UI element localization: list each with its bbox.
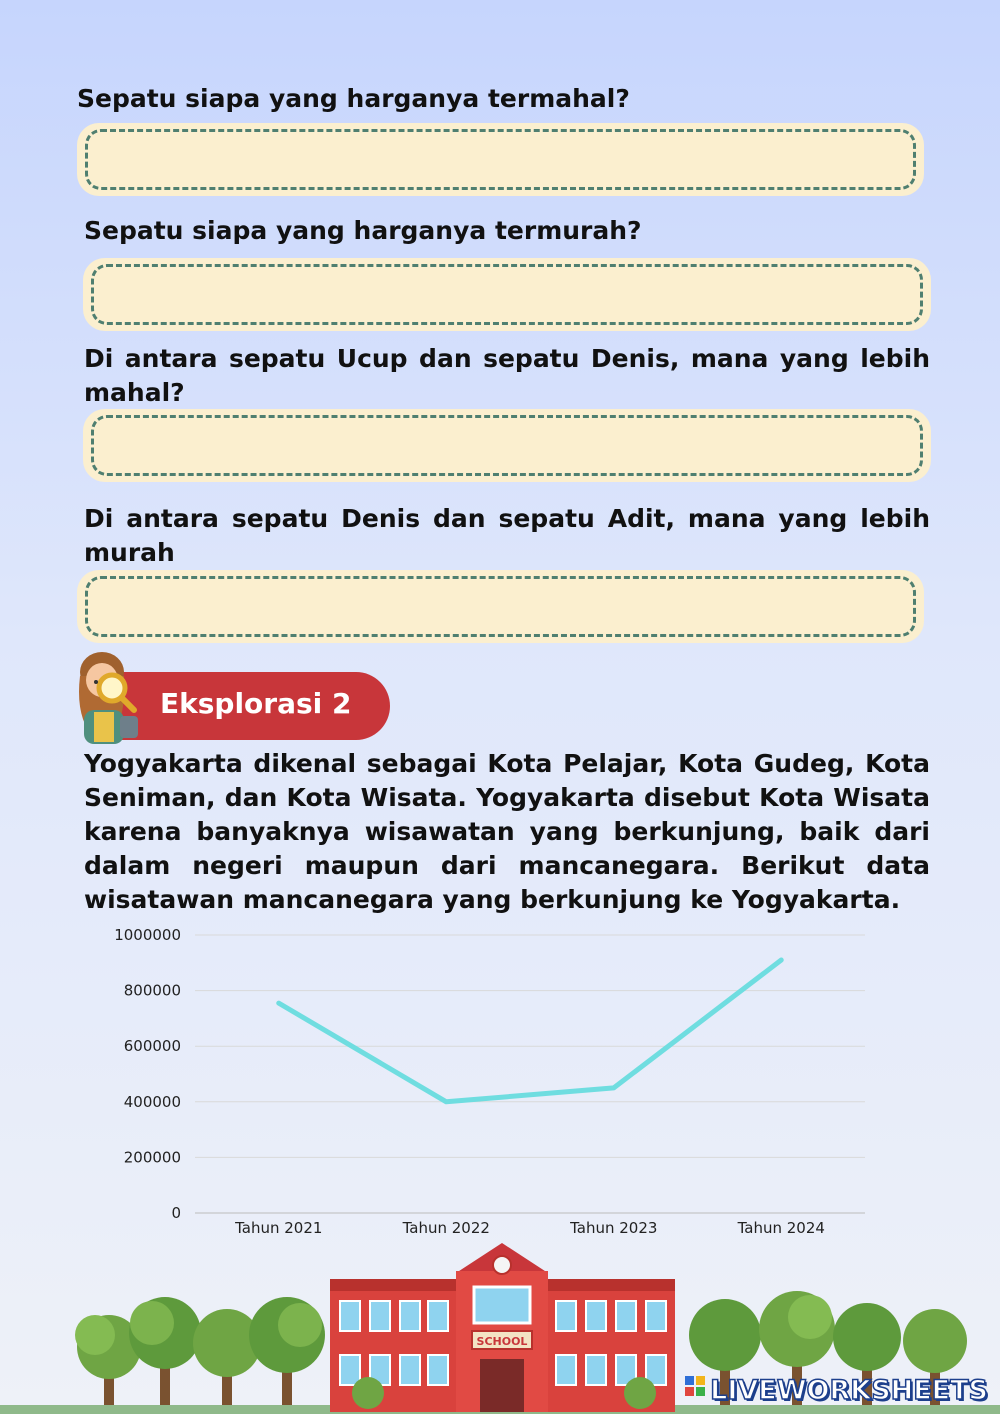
girl-magnifier-icon <box>68 650 152 746</box>
intro-paragraph: Yogyakarta dikenal sebagai Kota Pelajar, Kota Gudeg, Kota Seniman, dan Kota Wisata. Yogyakarta disebut Kota Wisata karena banyaknya wisawatan yang berkunjung, baik dari dalam negeri maupun dari mancanegara. Berikut data wisatawan mancanegara yang berkunjung ke Yogyakarta. <box>84 749 930 914</box>
question-4: Di antara sepatu Denis dan sepatu Adit, mana yang lebih murah <box>84 504 930 567</box>
school-sign: SCHOOL <box>476 1335 528 1348</box>
y-tick-label: 600000 <box>123 1037 181 1056</box>
tree-icon <box>193 1309 261 1405</box>
answer-input-1[interactable] <box>85 129 916 190</box>
liveworksheets-logo[interactable] <box>684 1372 988 1408</box>
y-tick-label: 200000 <box>123 1148 181 1167</box>
answer-input-3[interactable] <box>91 415 923 476</box>
logo-text: LIVEWORKSHEETS <box>710 1374 988 1406</box>
question-1: Sepatu siapa yang harganya termahal? <box>77 84 630 113</box>
answer-box-4 <box>77 570 924 643</box>
x-tick-label: Tahun 2023 <box>570 1219 658 1237</box>
section-title: Eksplorasi 2 <box>160 687 352 720</box>
x-tick-label: Tahun 2021 <box>235 1219 323 1237</box>
y-tick-label: 0 <box>171 1204 181 1222</box>
y-tick-label: 800000 <box>123 981 181 1000</box>
series-line <box>279 960 782 1102</box>
answer-box-3 <box>83 409 931 482</box>
question-2: Sepatu siapa yang harganya termurah? <box>84 216 642 245</box>
answer-box-1 <box>77 123 924 196</box>
y-tick-label: 400000 <box>123 1092 181 1111</box>
answer-box-2 <box>83 258 931 331</box>
tree-icon <box>129 1297 201 1405</box>
school-building-icon <box>330 1243 675 1412</box>
x-tick-label: Tahun 2024 <box>737 1219 825 1237</box>
tourist-line-chart <box>90 920 890 1240</box>
logo-mark-icon <box>684 1375 706 1405</box>
tree-icon <box>249 1297 325 1405</box>
question-3: Di antara sepatu Ucup dan sepatu Denis, mana yang lebih mahal? <box>84 344 930 407</box>
answer-input-4[interactable] <box>85 576 916 637</box>
answer-input-2[interactable] <box>91 264 923 325</box>
y-tick-label: 1000000 <box>114 926 181 944</box>
section-banner <box>120 672 390 740</box>
x-tick-label: Tahun 2022 <box>402 1219 490 1237</box>
